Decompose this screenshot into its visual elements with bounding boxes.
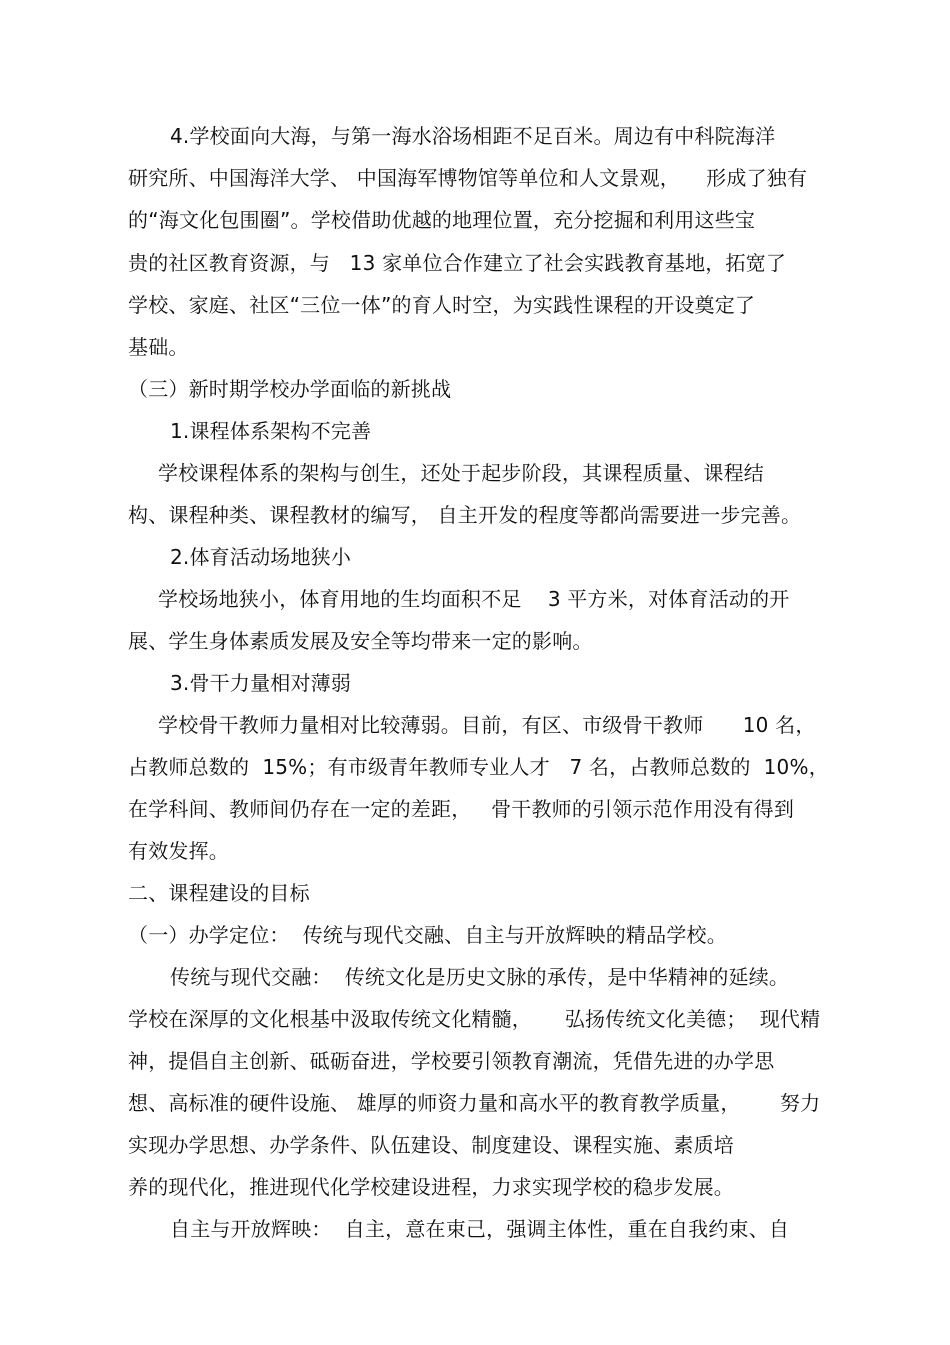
text-line-3: 的“海文化包围圈”。学校借助优越的地理位置，充分挖掘和利用这些宝 [128,208,756,232]
subheading-2: 2.体育活动场地狭小 [170,545,352,569]
text-line-2: 研究所、中国海洋大学、 中国海军博物馆等单位和人文景观， 形成了独有 [128,166,808,190]
text-line-4: 贵的社区教育资源，与 13 家单位合作建立了社会实践教育基地，拓宽了 [128,251,787,275]
text-line-6: 基础。 [128,335,189,359]
chapter-heading-2: 二、课程建设的目标 [128,881,310,905]
text-line-10: 构、课程种类、课程教材的编写， 自主开发的程度等都尚需要进一步完善。 [128,503,802,527]
text-line-9: 学校课程体系的架构与创生，还处于起步阶段，其课程质量、课程结 [158,461,764,485]
text-line-12: 学校场地狭小，体育用地的生均面积不足 3 平方米，对体育活动的开 [158,587,790,611]
text-line-26: 养的现代化，推进现代化学校建设进程，力求实现学校的稳步发展。 [128,1175,734,1199]
subheading-1: 1.课程体系架构不完善 [170,419,372,443]
section-heading-3: （三）新时期学校办学面临的新挑战 [128,377,452,401]
text-line-15: 学校骨干教师力量相对比较薄弱。目前，有区、市级骨干教师 10 名， [158,713,816,737]
text-line-17: 在学科间、教师间仍存在一定的差距， 骨干教师的引领示范作用没有得到 [128,797,795,821]
text-line-18: 有效发挥。 [128,839,229,863]
text-line-23: 神，提倡自主创新、砥砺奋进，学校要引领教育潮流，凭借先进的办学思 [128,1049,775,1073]
text-line-21: 传统与现代交融： 传统文化是历史文脉的承传，是中华精神的延续。 [170,965,790,989]
text-line-1: 4.学校面向大海，与第一海水浴场相距不足百米。周边有中科院海洋 [170,124,776,148]
subheading-3: 3.骨干力量相对薄弱 [170,671,352,695]
text-line-24: 想、高标准的硬件设施、 雄厚的师资力量和高水平的教育教学质量， 努力 [128,1091,821,1115]
text-line-22: 学校在深厚的文化根基中汲取传统文化精髓， 弘扬传统文化美德； 现代精 [128,1007,821,1031]
text-line-16: 占教师总数的 15%；有市级青年教师专业人才 7 名，占教师总数的 10%， [128,755,829,779]
text-line-25: 实现办学思想、办学条件、队伍建设、制度建设、课程实施、素质培 [128,1133,734,1157]
text-line-5: 学校、家庭、社区“三位一体”的育人时空，为实践性课程的开设奠定了 [128,293,756,317]
text-line-13: 展、学生身体素质发展及安全等均带来一定的影响。 [128,629,593,653]
section-heading-1: （一）办学定位： 传统与现代交融、自主与开放辉映的精品学校。 [128,923,727,947]
text-line-27: 自主与开放辉映： 自主，意在束己，强调主体性，重在自我约束、自 [170,1217,790,1241]
